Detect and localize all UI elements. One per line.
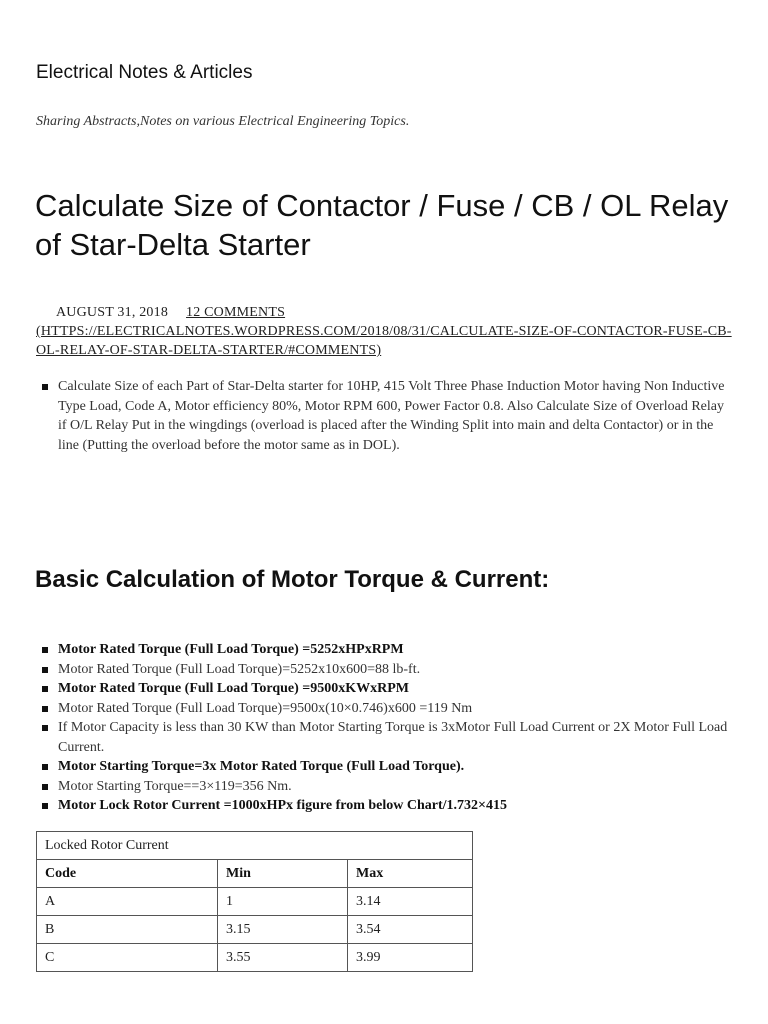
table-cell: 3.55	[218, 944, 348, 972]
table-cell: 3.54	[348, 916, 473, 944]
bullet-square-icon	[42, 803, 48, 809]
list-item	[36, 718, 736, 757]
table-cell: 1	[218, 888, 348, 916]
intro-list	[36, 377, 736, 455]
table-cell: 3.15	[218, 916, 348, 944]
table-cell: B	[37, 916, 218, 944]
list-item-text: Motor Rated Torque (Full Load Torque) =5252xHPxRPM	[58, 642, 404, 657]
post-date: AUGUST 31, 2018	[56, 305, 169, 320]
list-item	[36, 377, 736, 455]
bullet-square-icon	[42, 647, 48, 653]
table-row	[37, 944, 473, 972]
section-heading: Basic Calculation of Motor Torque & Current:	[35, 566, 550, 593]
table-header-row	[37, 860, 473, 888]
table-row	[37, 916, 473, 944]
bullet-square-icon	[42, 706, 48, 712]
list-item	[36, 660, 736, 680]
bullet-square-icon	[42, 764, 48, 770]
post-title: Calculate Size of Contactor / Fuse / CB / OL Relay of Star-Delta Starter	[35, 188, 729, 262]
comments-url-link[interactable]: (HTTPS://ELECTRICALNOTES.WORDPRESS.COM/2018/08/31/CALCULATE-SIZE-OF-CONTACTOR-FUSE-CB-OL-RELAY-OF-STAR-DELTA-STARTER/#COMMENTS)	[36, 324, 732, 358]
header-min: Min	[218, 860, 348, 888]
table-cell: 3.99	[348, 944, 473, 972]
list-item	[36, 640, 736, 660]
header-code: Code	[37, 860, 218, 888]
list-item-text: If Motor Capacity is less than 30 KW than Motor Starting Torque is 3xMotor Full Load Current or 2X Motor Full Load Current.	[58, 720, 728, 755]
locked-rotor-current-table	[36, 831, 473, 972]
bullet-square-icon	[42, 667, 48, 673]
list-item-text: Motor Rated Torque (Full Load Torque)=9500x(10×0.746)x600 =119 Nm	[58, 700, 473, 716]
table-cell: C	[37, 944, 218, 972]
list-item	[36, 777, 736, 797]
list-item	[36, 679, 736, 699]
list-item-text: Motor Lock Rotor Current =1000xHPx figure from below Chart/1.732×415	[58, 798, 507, 813]
list-item-text: Motor Rated Torque (Full Load Torque) =9500xKWxRPM	[58, 681, 410, 696]
header-max: Max	[348, 860, 473, 888]
list-item	[36, 757, 736, 777]
list-item-text: Motor Starting Torque==3×119=356 Nm.	[58, 778, 292, 794]
list-item-text: Calculate Size of each Part of Star-Delta starter for 10HP, 415 Volt Three Phase Induction Motor having Non Inductive Type Load, Code A, Motor efficiency 80%, Motor RPM 600, Power Factor 0.8. Also Calculate Size of Overload Relay if O/L Relay Put in the wingdings (overload is placed after the Winding Split into main and delta Contactor) or in the line (Putting the overload before the motor same as in DOL).	[58, 379, 725, 453]
bullet-square-icon	[42, 725, 48, 731]
bullet-square-icon	[42, 784, 48, 790]
table-row	[37, 888, 473, 916]
comments-link[interactable]: 12 COMMENTS	[186, 305, 286, 320]
bullet-square-icon	[42, 384, 48, 390]
calculation-list	[36, 640, 736, 816]
table-cell: A	[37, 888, 218, 916]
list-item	[36, 796, 736, 816]
list-item	[36, 699, 736, 719]
table-cell: 3.14	[348, 888, 473, 916]
list-item-text: Motor Starting Torque=3x Motor Rated Torque (Full Load Torque).	[58, 759, 465, 774]
list-item-text: Motor Rated Torque (Full Load Torque)=5252x10x600=88 lb-ft.	[58, 661, 421, 677]
table-caption: Locked Rotor Current	[37, 832, 473, 860]
post-meta	[36, 303, 736, 360]
bullet-square-icon	[42, 686, 48, 692]
site-tagline: Sharing Abstracts,Notes on various Electrical Engineering Topics.	[36, 114, 410, 129]
table-caption-row	[37, 832, 473, 860]
site-title-link[interactable]: Electrical Notes & Articles	[36, 62, 253, 83]
